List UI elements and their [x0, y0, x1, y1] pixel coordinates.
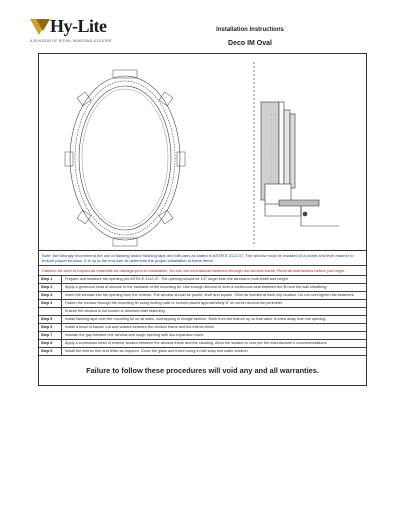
step-text: Apply a generous bead of silicone to the backside of the mounting fin. Use enough silicone to form a continuous seal between the fin and the wall sheathing. — [65, 285, 328, 289]
step-label: Step 3 — [39, 292, 62, 299]
logo-name: Hy-Lite — [50, 16, 107, 36]
document-title: Installation Instructions — [216, 27, 284, 33]
step-row — [39, 324, 366, 332]
step-row — [39, 276, 366, 284]
step-label: Step 1 — [39, 276, 62, 283]
product-name: Deco IM Oval — [228, 40, 272, 47]
step-row — [39, 348, 366, 356]
company-logo — [30, 16, 130, 52]
step-text: Ensure the window is not bowed or distorted after fastening. — [65, 309, 166, 313]
step-text: Apply a continuous bead of exterior sealant between the window frame and the cladding. Allow the sealant to cure per the manufacturer's recommendations. — [65, 341, 328, 345]
step-label: Step 2 — [39, 284, 62, 291]
step-text: Install the interior trim and finish as required. Clean the glass and frame using a mild soap and water solution. — [65, 349, 249, 353]
step-label: Step 7 — [39, 332, 62, 339]
step-label: Step 5 — [39, 316, 62, 323]
step-label — [39, 308, 62, 315]
steps-list — [39, 276, 366, 356]
step-text: Prepare and measure the opening per ASTM E 2112-07. The opening should be 1/2" larger than the window in both width and height. — [65, 277, 289, 281]
step-row — [39, 300, 366, 308]
logo-tagline: A DIVISION OF ROYAL WINDOWS & DOORS — [30, 39, 112, 43]
step-text: Install flashing tape over the mounting fin on all sides, overlapping in shingle fashion. Work from the bottom up so that water is shed away from the opening. — [65, 317, 327, 321]
step-row — [39, 308, 366, 316]
step-label: Step 4 — [39, 300, 62, 307]
drawing-frame — [38, 53, 367, 251]
step-label: Step 9 — [39, 348, 62, 355]
section-detail — [254, 62, 339, 244]
step-row — [39, 316, 366, 324]
step-label: Step 6 — [39, 324, 62, 331]
oval-window-elevation — [65, 70, 185, 246]
installation-note: Note: We strongly recommend the use of flashing and/or flashing tape and still pans as stated in ASTM E 2112-07. The window must be installed in a plumb and level manner to ensure proper function. It is up to the end user to determine the proper installation of these items. — [39, 251, 366, 266]
caution-note: Caution: Be sure to inspect all materials for damage prior to installation. Do not use mechanical fasteners through the window frame. Read all instructions before you begin. — [39, 266, 366, 276]
step-label: Step 8 — [39, 340, 62, 347]
step-row — [39, 340, 366, 348]
step-text: Insulate the gap between the window and rough opening with low-expansion foam. — [65, 333, 204, 337]
step-row — [39, 332, 366, 340]
step-row — [39, 292, 366, 300]
instructions-table — [38, 251, 367, 386]
warranty-warning: Failure to follow these procedures will void any and all warranties. — [86, 366, 319, 375]
step-text: Fasten the window through the mounting fin using roofing nails or screws placed approximately 8" on center around the perimeter. — [65, 301, 284, 305]
step-text: Install a bead of backer rod and sealant between the window frame and the interior finish. — [65, 325, 216, 329]
step-row — [39, 284, 366, 292]
step-text: Insert the window into the opening from the exterior. The window should be plumb, level and square. Shim as needed at each clip location. Do not over-tighten the fasteners. — [65, 293, 355, 297]
installation-drawing — [39, 54, 368, 252]
